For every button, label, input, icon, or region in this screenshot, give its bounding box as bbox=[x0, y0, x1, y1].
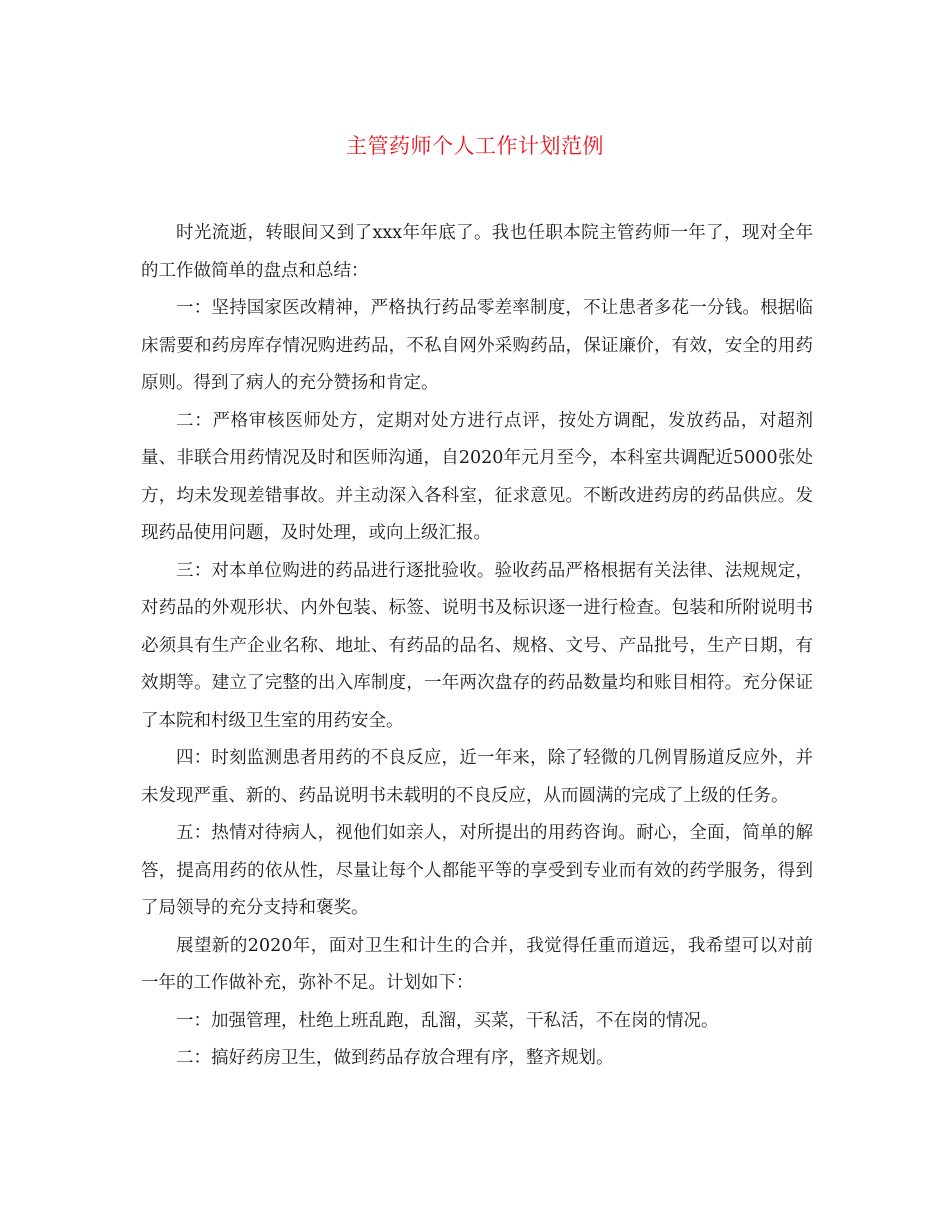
paragraph-item-5: 五：热情对待病人，视他们如亲人，对所提出的用药咨询。耐心，全面，简单的解答，提高用药的依从性，尽量让每个人都能平等的享受到专业而有效的药学服务，得到了局领导的充分支持和褒奖。 bbox=[141, 823, 813, 918]
paragraph-plan-1: 一：加强管理，杜绝上班乱跑，乱溜，买菜，干私活，不在岗的情况。 bbox=[176, 1010, 719, 1031]
paragraph-intro: 时光流逝，转眼间又到了xxx年年底了。我也任职本院主管药师一年了，现对全年的工作做简单的盘点和总结： bbox=[141, 223, 813, 281]
paragraph-item-4: 四：时刻监测患者用药的不良反应，近一年来，除了轻微的几例胃肠道反应外，并未发现严重、新的、药品说明书未载明的不良反应，从而圆满的完成了上级的任务。 bbox=[141, 748, 813, 806]
document-title: 主管药师个人工作计划范例 bbox=[346, 134, 604, 158]
paragraph-outlook: 展望新的2020年，面对卫生和计生的合并，我觉得任重而道远，我希望可以对前一年的工作做补充，弥补不足。计划如下： bbox=[141, 935, 813, 993]
paragraph-plan-2: 二：搞好药房卫生，做到药品存放合理有序，整齐规划。 bbox=[176, 1048, 614, 1068]
paragraph-item-1: 一：坚持国家医改精神，严格执行药品零差率制度，不让患者多花一分钱。根据临床需要和药房库存情况购进药品，不私自网外采购药品，保证廉价，有效，安全的用药原则。得到了病人的充分赞扬和肯定。 bbox=[141, 298, 813, 393]
document-body bbox=[141, 215, 813, 1078]
paragraph-item-3: 三：对本单位购进的药品进行逐批验收。验收药品严格根据有关法律、法规规定，对药品的外观形状、内外包装、标签、说明书及标识逐一进行检查。包装和所附说明书必须具有生产企业名称、地址、有药品的品名、规格、文号、产品批号，生产日期，有效期等。建立了完整的出入库制度，一年两次盘存的药品数量均和账目相符。充分保证了本院和村级卫生室的用药安全。 bbox=[141, 560, 813, 731]
paragraph-item-2: 二：严格审核医师处方，定期对处方进行点评，按处方调配，发放药品，对超剂量、非联合用药情况及时和医师沟通，自2020年元月至今，本科室共调配近5000张处方，均未发现差错事故。并主动深入各科室，征求意见。不断改进药房的药品供应。发现药品使用问题，及时处理，或向上级汇报。 bbox=[141, 410, 813, 543]
